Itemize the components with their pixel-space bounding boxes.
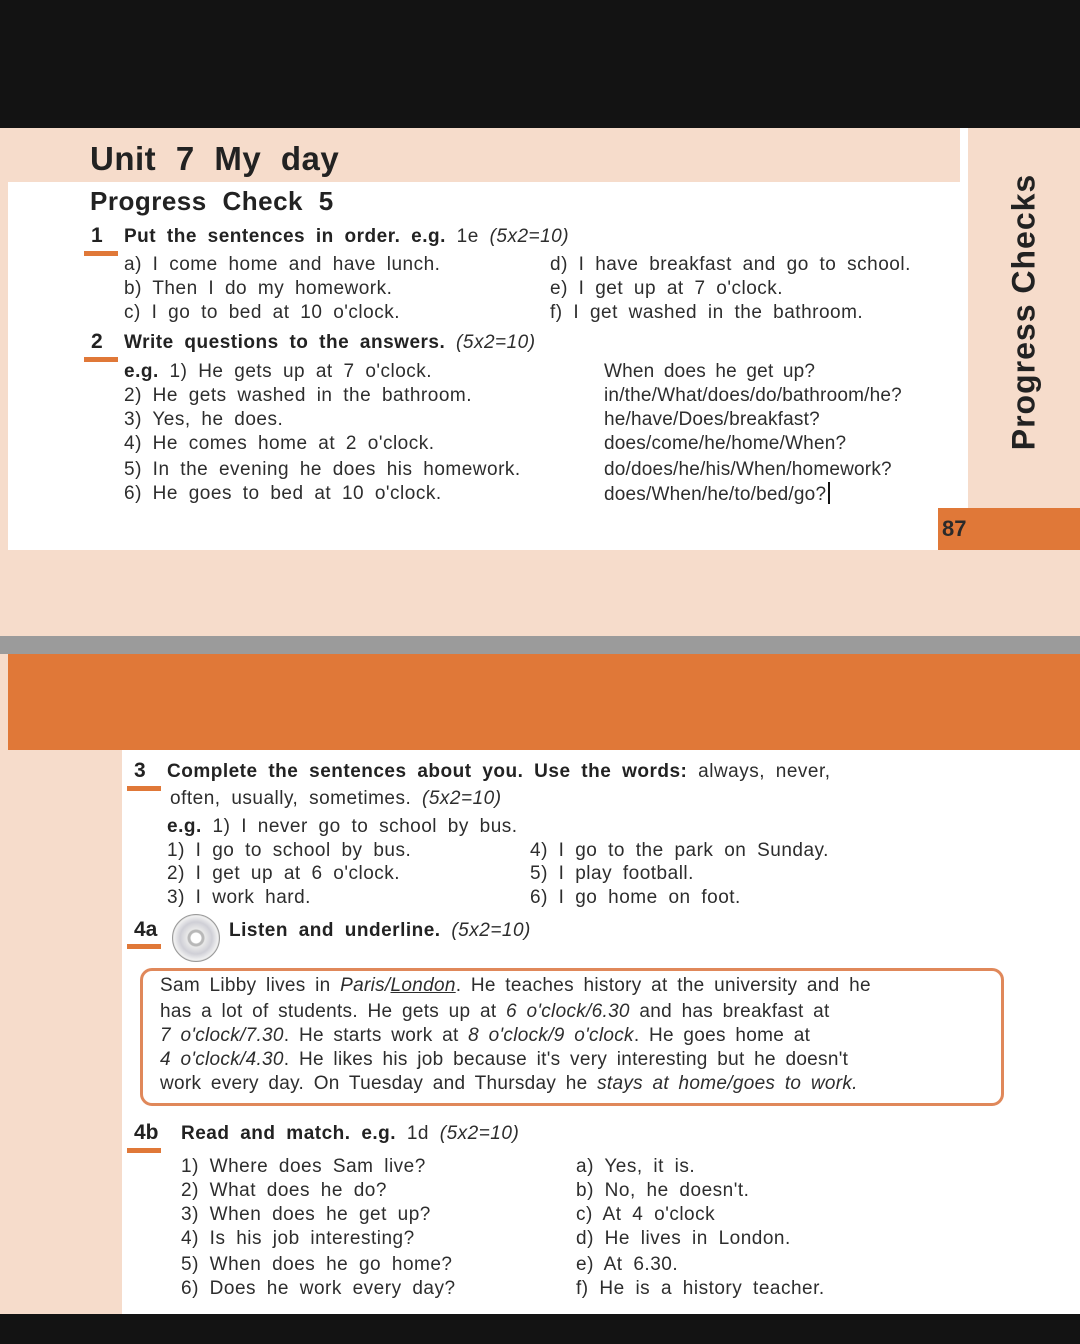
reading-line-4 <box>160 1048 848 1072</box>
exercise-3-words-1: always, never, <box>698 761 831 782</box>
ex2-question-5: do/does/he/his/When/homework? <box>604 459 892 480</box>
exercise-1-header <box>124 225 569 249</box>
ex2-question-2: in/the/What/does/do/bathroom/he? <box>604 385 902 406</box>
ex2-question-4: does/come/he/home/When? <box>604 433 847 454</box>
exercise-3-header <box>167 760 831 784</box>
reading-l5-a: work every day. On Tuesday and Thursday he <box>160 1073 598 1094</box>
ex2-question-3: he/have/Does/breakfast? <box>604 409 820 430</box>
reading-l3-b: . He goes home at <box>633 1025 811 1046</box>
ex3-example <box>167 815 518 839</box>
ex2-eg-label: e.g. <box>124 361 159 382</box>
option-getup-time[interactable]: 6 o'clock/6.30 <box>506 1001 630 1022</box>
exercise-3-instruction: Complete the sentences about you. Use the words: <box>167 761 688 782</box>
ex1-item-b: b) Then I do my homework. <box>124 278 393 299</box>
exercise-4b-header <box>181 1122 519 1146</box>
option-work-time[interactable]: 8 o'clock/9 o'clock <box>468 1025 634 1046</box>
ex3-item-4: 4) I go to the park on Sunday. <box>530 840 829 861</box>
exercise-4a-instruction: Listen and underline. <box>229 920 441 941</box>
exercise-4b-marker <box>127 1148 161 1153</box>
ex2-answer-6: 6) He goes to bed at 10 o'clock. <box>124 483 442 504</box>
option-breakfast-time[interactable]: 7 o'clock/7.30 <box>160 1025 284 1046</box>
exercise-4a-header <box>229 919 531 943</box>
reading-l1-b: . He teaches history at the university and he <box>455 975 871 996</box>
ex3-item-6: 6) I go home on foot. <box>530 887 741 908</box>
exercise-4b-score: (5x2=10) <box>439 1123 520 1144</box>
exercise-1-score: (5x2=10) <box>489 226 570 247</box>
ex4b-question-4: 4) Is his job interesting? <box>181 1228 415 1249</box>
ex1-item-c: c) I go to bed at 10 o'clock. <box>124 302 400 323</box>
reading-l1-a: Sam Libby lives in <box>160 975 341 996</box>
ex3-item-1: 1) I go to school by bus. <box>167 840 412 861</box>
option-paris[interactable]: Paris/ <box>340 975 391 996</box>
ex4b-answer-b: b) No, he doesn't. <box>576 1180 750 1201</box>
ex2-question-1: When does he get up? <box>604 361 816 382</box>
side-title: Progress Checks <box>1005 173 1042 451</box>
ex3-item-3: 3) I work hard. <box>167 887 311 908</box>
ex4b-question-5: 5) When does he go home? <box>181 1254 453 1275</box>
exercise-2-score: (5x2=10) <box>456 332 536 353</box>
ex4b-question-3: 3) When does he get up? <box>181 1204 431 1225</box>
exercise-1-marker <box>84 251 118 256</box>
exercise-2-header <box>124 331 536 355</box>
progress-title: Progress Check 5 <box>90 186 334 216</box>
exercise-4a-score: (5x2=10) <box>451 920 531 941</box>
ex4b-answer-c: c) At 4 o'clock <box>576 1204 716 1225</box>
lower-left-band <box>0 654 122 1314</box>
ex4b-answer-f: f) He is a history teacher. <box>576 1278 825 1299</box>
ex2-example <box>124 360 432 384</box>
ex2-answer-3: 3) Yes, he does. <box>124 409 284 430</box>
ex3-eg-label: e.g. <box>167 816 202 837</box>
ex1-item-a: a) I come home and have lunch. <box>124 254 441 275</box>
ex2-eg-answer: 1) He gets up at 7 o'clock. <box>169 361 433 382</box>
ex4b-answer-a: a) Yes, it is. <box>576 1156 696 1177</box>
page-divider <box>0 636 1080 654</box>
exercise-2-marker <box>84 357 118 362</box>
ex4b-question-1: 1) Where does Sam live? <box>181 1156 426 1177</box>
option-home-time[interactable]: 4 o'clock/4.30 <box>160 1049 284 1070</box>
exercise-4b-number: 4b <box>134 1121 159 1144</box>
reading-l2-a: has a lot of students. He gets up at <box>160 1001 507 1022</box>
reading-l3-a: . He starts work at <box>283 1025 469 1046</box>
ex1-item-e: e) I get up at 7 o'clock. <box>550 278 784 299</box>
reading-line-5 <box>160 1072 858 1096</box>
exercise-4a-marker <box>127 944 161 949</box>
ex2-answer-5: 5) In the evening he does his homework. <box>124 459 521 480</box>
exercise-1-number: 1 <box>91 224 103 247</box>
exercise-4b-example: 1d <box>406 1123 429 1144</box>
ex4b-question-6: 6) Does he work every day? <box>181 1278 456 1299</box>
exercise-1-instruction: Put the sentences in order. e.g. <box>124 226 446 247</box>
exercise-2-instruction: Write questions to the answers. <box>124 332 446 353</box>
exercise-3-number: 3 <box>134 759 146 782</box>
exercise-1-example: 1e <box>456 226 479 247</box>
page-number: 87 <box>942 516 967 541</box>
exercise-4b-instruction: Read and match. e.g. <box>181 1123 397 1144</box>
audio-cd-icon[interactable] <box>172 914 220 962</box>
option-stays-goes[interactable]: stays at home/goes to work. <box>597 1073 858 1094</box>
reading-line-2 <box>160 1000 830 1024</box>
exercise-3-score: (5x2=10) <box>422 788 502 809</box>
reading-line-1 <box>160 974 871 998</box>
reading-l2-b: and has breakfast at <box>629 1001 830 1022</box>
ex4b-question-2: 2) What does he do? <box>181 1180 387 1201</box>
exercise-3-words-2: often, usually, sometimes. <box>170 788 412 809</box>
exercise-3-marker <box>127 786 161 791</box>
ex2-question-6: does/When/he/to/bed/go? <box>604 484 827 505</box>
ex2-answer-2: 2) He gets washed in the bathroom. <box>124 385 473 406</box>
option-london[interactable]: London <box>390 975 456 996</box>
lower-header-band <box>8 654 1080 750</box>
ex3-item-2: 2) I get up at 6 o'clock. <box>167 863 401 884</box>
ex1-item-d: d) I have breakfast and go to school. <box>550 254 911 275</box>
reading-line-3 <box>160 1024 810 1048</box>
exercise-4a-number: 4a <box>134 918 158 941</box>
exercise-2-number: 2 <box>91 330 103 353</box>
reading-l4-a: . He likes his job because it's very interesting but he doesn't <box>283 1049 849 1070</box>
ex2-question-6-line <box>604 482 830 507</box>
unit-title: Unit 7 My day <box>90 140 340 177</box>
ex3-eg-text: 1) I never go to school by bus. <box>212 816 518 837</box>
ex4b-answer-d: d) He lives in London. <box>576 1228 791 1249</box>
ex2-answer-4: 4) He comes home at 2 o'clock. <box>124 433 435 454</box>
text-cursor <box>828 482 830 504</box>
ex3-item-5: 5) I play football. <box>530 863 694 884</box>
exercise-3-header-line2 <box>170 787 502 811</box>
ex4b-answer-e: e) At 6.30. <box>576 1254 679 1275</box>
ex1-item-f: f) I get washed in the bathroom. <box>550 302 864 323</box>
